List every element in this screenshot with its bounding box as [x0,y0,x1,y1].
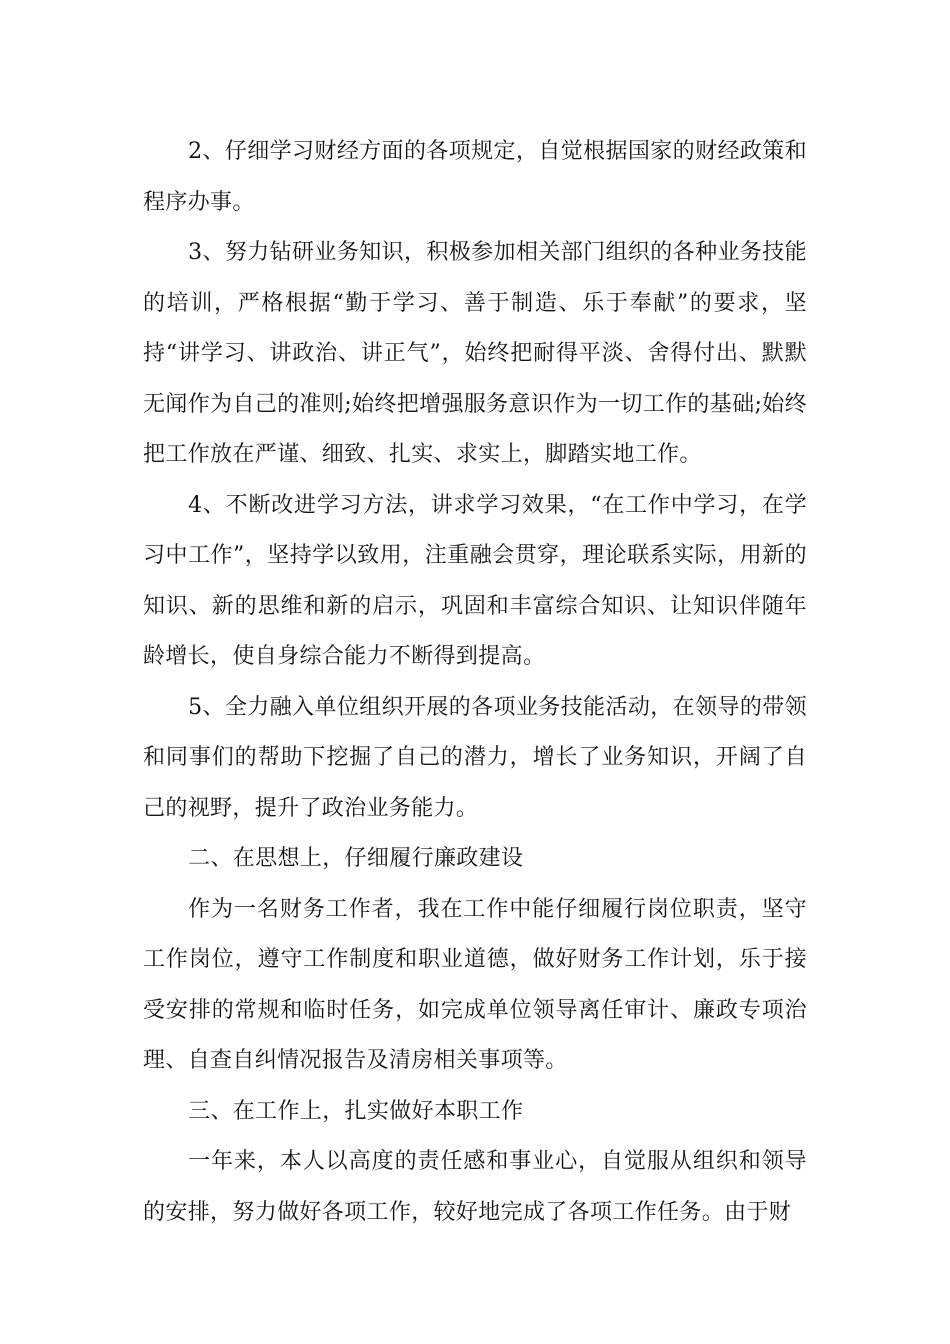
paragraph-item-3: 3、努力钻研业务知识，积极参加相关部门组织的各种业务技能的培训，严格根据“勤于学习、善于制造、乐于奉献”的要求，坚持“讲学习、讲政治、讲正气”，始终把耐得平淡、舍得付出、默默无闻作为自己的准则;始终把增强服务意识作为一切工作的基础;始终把工作放在严谨、细致、扎实、求实上，脚踏实地工作。 [143,240,807,467]
paragraph-item-4: 4、不断改进学习方法，讲求学习效果，“在工作中学习，在学习中工作”，坚持学以致用，注重融会贯穿，理论联系实际，用新的知识、新的思维和新的启示，巩固和丰富综合知识、让知识伴随年龄增长，使自身综合能力不断得到提高。 [143,492,807,669]
document-body [143,127,807,1238]
paragraph-ideology: 作为一名财务工作者，我在工作中能仔细履行岗位职责，坚守工作岗位，遵守工作制度和职业道德，做好财务工作计划，乐于接受安排的常规和临时任务，如完成单位领导离任审计、廉政专项治理、自查自纠情况报告及清房相关事项等。 [143,896,807,1073]
paragraph-item-5: 5、全力融入单位组织开展的各项业务技能活动，在领导的带领和同事们的帮助下挖掘了自己的潜力，增长了业务知识，开阔了自己的视野，提升了政治业务能力。 [143,694,807,821]
paragraph-work: 一年来，本人以高度的责任感和事业心，自觉服从组织和领导的安排，努力做好各项工作，较好地完成了各项工作任务。由于财 [143,1149,807,1225]
paragraph-item-2: 2、仔细学习财经方面的各项规定，自觉根据国家的财经政策和程序办事。 [143,139,807,215]
section-heading-ideology: 二、在思想上，仔细履行廉政建设 [188,846,524,871]
section-heading-work: 三、在工作上，扎实做好本职工作 [188,1098,524,1124]
